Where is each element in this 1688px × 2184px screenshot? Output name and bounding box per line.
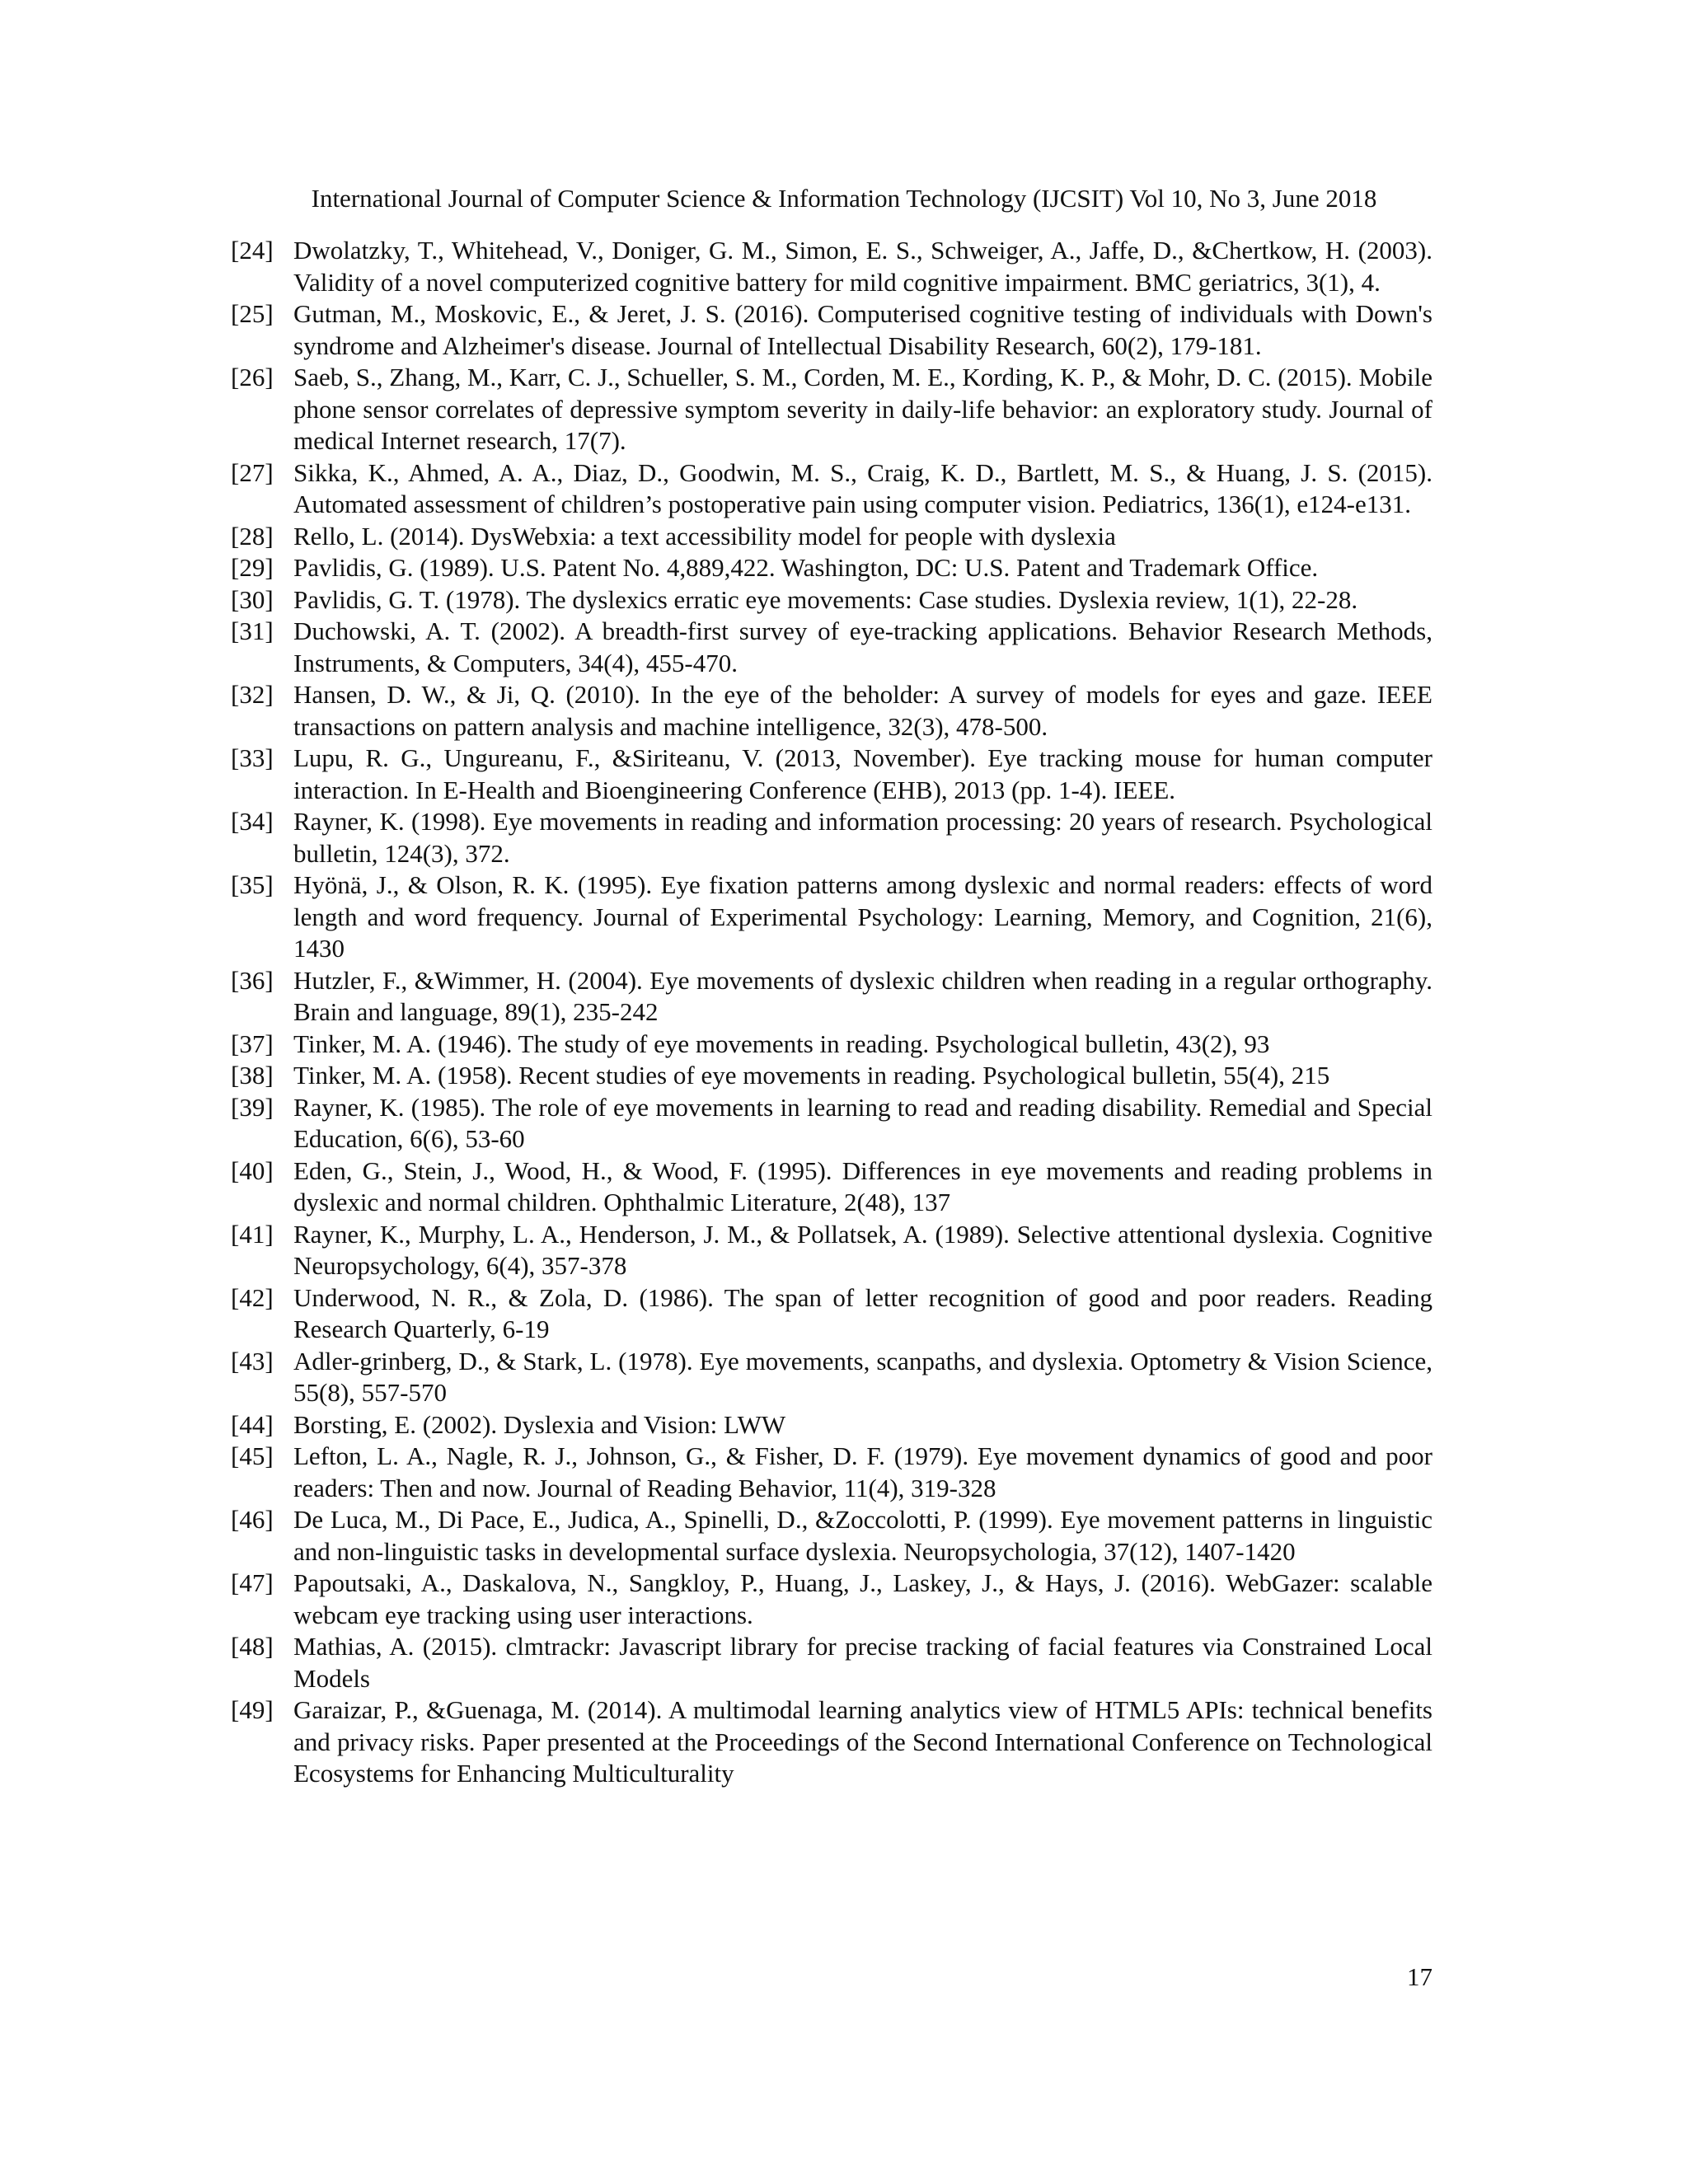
reference-item: [231, 552, 1432, 584]
reference-item: [231, 298, 1432, 362]
reference-text: Lupu, R. G., Ungureanu, F., &Siriteanu, V. (2013, November). Eye tracking mouse for human computer interaction. In E-Health and Bioengineering Conference (EHB), 2013 (pp. 1-4). IEEE.: [293, 743, 1432, 804]
reference-text: Rello, L. (2014). DysWebxia: a text accessibility model for people with dyslexia: [293, 521, 1116, 551]
reference-item: [231, 1694, 1432, 1790]
reference-number: [47]: [231, 1568, 274, 1597]
reference-number: [27]: [231, 457, 274, 487]
reference-item: [231, 1219, 1432, 1282]
reference-text: Pavlidis, G. (1989). U.S. Patent No. 4,889,422. Washington, DC: U.S. Patent and Trademark Office.: [293, 553, 1319, 582]
reference-number: [32]: [231, 680, 274, 709]
reference-text: Rayner, K. (1998). Eye movements in reading and information processing: 20 years of research. Psychological bulletin, 124(3), 372.: [293, 807, 1432, 868]
running-header: International Journal of Computer Science & Information Technology (IJCSIT) Vol 10, No 3, June 2018: [311, 184, 1377, 213]
reference-text: Pavlidis, G. T. (1978). The dyslexics erratic eye movements: Case studies. Dyslexia review, 1(1), 22-28.: [293, 584, 1358, 614]
reference-text: Dwolatzky, T., Whitehead, V., Doniger, G. M., Simon, E. S., Schweiger, A., Jaffe, D., &Chertkow, H. (2003). Validity of a novel computerized cognitive battery for mild cognitive impairment. BMC geriatrics, 3(1), 4.: [293, 236, 1432, 297]
reference-text: Duchowski, A. T. (2002). A breadth-first survey of eye-tracking applications. Behavior Research Methods, Instruments, & Computers, 34(4), 455-470.: [293, 616, 1432, 677]
reference-number: [40]: [231, 1155, 274, 1185]
reference-number: [39]: [231, 1092, 274, 1122]
reference-number: [45]: [231, 1441, 274, 1470]
reference-number: [38]: [231, 1061, 274, 1090]
reference-list: [231, 235, 1432, 1790]
reference-number: [36]: [231, 965, 274, 995]
reference-number: [48]: [231, 1632, 274, 1661]
reference-text: Rayner, K., Murphy, L. A., Henderson, J. M., & Pollatsek, A. (1989). Selective attentional dyslexia. Cognitive Neuropsychology, 6(4), 357-378: [293, 1219, 1432, 1280]
reference-text: Underwood, N. R., & Zola, D. (1986). The span of letter recognition of good and poor readers. Reading Research Quarterly, 6-19: [293, 1282, 1432, 1343]
reference-number: [43]: [231, 1346, 274, 1376]
reference-number: [37]: [231, 1029, 274, 1058]
reference-item: [231, 1441, 1432, 1504]
reference-item: [231, 965, 1432, 1029]
reference-number: [49]: [231, 1695, 274, 1724]
reference-item: [231, 362, 1432, 457]
reference-text: Tinker, M. A. (1958). Recent studies of eye movements in reading. Psychological bulletin, 55(4), 215: [293, 1061, 1330, 1090]
reference-number: [31]: [231, 616, 274, 645]
reference-text: Sikka, K., Ahmed, A. A., Diaz, D., Goodwin, M. S., Craig, K. D., Bartlett, M. S., & Huang, J. S. (2015). Automated assessment of children’s postoperative pain using computer vision. Pediatrics, 136(1), e124-e131.: [293, 457, 1432, 518]
reference-number: [34]: [231, 807, 274, 836]
reference-text: Tinker, M. A. (1946). The study of eye movements in reading. Psychological bulletin, 43(2), 93: [293, 1029, 1270, 1058]
reference-text: Rayner, K. (1985). The role of eye movements in learning to read and reading disability. Remedial and Special Education, 6(6), 53-60: [293, 1092, 1432, 1153]
reference-item: [231, 743, 1432, 806]
reference-number: [25]: [231, 299, 274, 328]
reference-item: [231, 1060, 1432, 1092]
page-number: 17: [1407, 1962, 1432, 1991]
reference-item: [231, 1409, 1432, 1441]
reference-item: [231, 806, 1432, 869]
reference-number: [42]: [231, 1282, 274, 1312]
reference-text: Adler-grinberg, D., & Stark, L. (1978). Eye movements, scanpaths, and dyslexia. Optometry & Vision Science, 55(8), 557-570: [293, 1346, 1432, 1407]
reference-item: [231, 1029, 1432, 1061]
reference-text: Saeb, S., Zhang, M., Karr, C. J., Schueller, S. M., Corden, M. E., Kording, K. P., & Mohr, D. C. (2015). Mobile phone sensor correlates of depressive symptom severity in daily-life behavior: an exploratory study. Journal of medical Internet research, 17(7).: [293, 363, 1432, 455]
reference-item: [231, 1504, 1432, 1568]
reference-number: [28]: [231, 521, 274, 551]
reference-item: [231, 679, 1432, 743]
reference-number: [46]: [231, 1505, 274, 1534]
reference-item: [231, 1631, 1432, 1694]
reference-number: [44]: [231, 1409, 274, 1439]
reference-item: [231, 1155, 1432, 1219]
reference-number: [29]: [231, 553, 274, 582]
reference-number: [33]: [231, 743, 274, 772]
reference-item: [231, 584, 1432, 616]
reference-text: Hutzler, F., &Wimmer, H. (2004). Eye movements of dyslexic children when reading in a regular orthography. Brain and language, 89(1), 235-242: [293, 965, 1432, 1026]
reference-number: [30]: [231, 584, 274, 614]
reference-item: [231, 1092, 1432, 1155]
reference-item: [231, 1568, 1432, 1631]
reference-item: [231, 235, 1432, 298]
reference-text: Garaizar, P., &Guenaga, M. (2014). A multimodal learning analytics view of HTML5 APIs: technical benefits and privacy risks. Paper presented at the Proceedings of the Second International Conference on Technological Ecosystems for Enhancing Multiculturality: [293, 1695, 1432, 1788]
reference-number: [26]: [231, 363, 274, 391]
reference-text: Hansen, D. W., & Ji, Q. (2010). In the eye of the beholder: A survey of models for eyes and gaze. IEEE transactions on pattern analysis and machine intelligence, 32(3), 478-500.: [293, 680, 1432, 741]
reference-item: [231, 616, 1432, 679]
reference-number: [35]: [231, 870, 274, 899]
reference-text: Eden, G., Stein, J., Wood, H., & Wood, F. (1995). Differences in eye movements and reading problems in dyslexic and normal children. Ophthalmic Literature, 2(48), 137: [293, 1155, 1432, 1216]
reference-item: [231, 869, 1432, 965]
reference-number: [41]: [231, 1219, 274, 1249]
reference-text: Papoutsaki, A., Daskalova, N., Sangkloy, P., Huang, J., Laskey, J., & Hays, J. (2016). WebGazer: scalable webcam eye tracking using user interactions.: [293, 1568, 1432, 1629]
reference-text: Lefton, L. A., Nagle, R. J., Johnson, G., & Fisher, D. F. (1979). Eye movement dynamics of good and poor readers: Then and now. Journal of Reading Behavior, 11(4), 319-328: [293, 1441, 1432, 1502]
reference-text: Gutman, M., Moskovic, E., & Jeret, J. S. (2016). Computerised cognitive testing of individuals with Down's syndrome and Alzheimer's disease. Journal of Intellectual Disability Research, 60(2), 179-181.: [293, 299, 1432, 360]
reference-item: [231, 457, 1432, 521]
reference-text: Hyönä, J., & Olson, R. K. (1995). Eye fixation patterns among dyslexic and normal readers: effects of word length and word frequency. Journal of Experimental Psychology: Learning, Memory, and Cognition, 21(6), 1430: [293, 870, 1432, 963]
reference-item: [231, 1282, 1432, 1346]
reference-item: [231, 1346, 1432, 1409]
reference-text: Mathias, A. (2015). clmtrackr: Javascript library for precise tracking of facial features via Constrained Local Models: [293, 1632, 1432, 1693]
reference-item: [231, 521, 1432, 553]
reference-text: De Luca, M., Di Pace, E., Judica, A., Spinelli, D., &Zoccolotti, P. (1999). Eye movement patterns in linguistic and non-linguistic tasks in developmental surface dyslexia. Neuropsychologia, 37(12), 1407-1420: [293, 1505, 1432, 1566]
reference-number: [24]: [231, 236, 274, 265]
reference-text: Borsting, E. (2002). Dyslexia and Vision: LWW: [293, 1409, 786, 1439]
